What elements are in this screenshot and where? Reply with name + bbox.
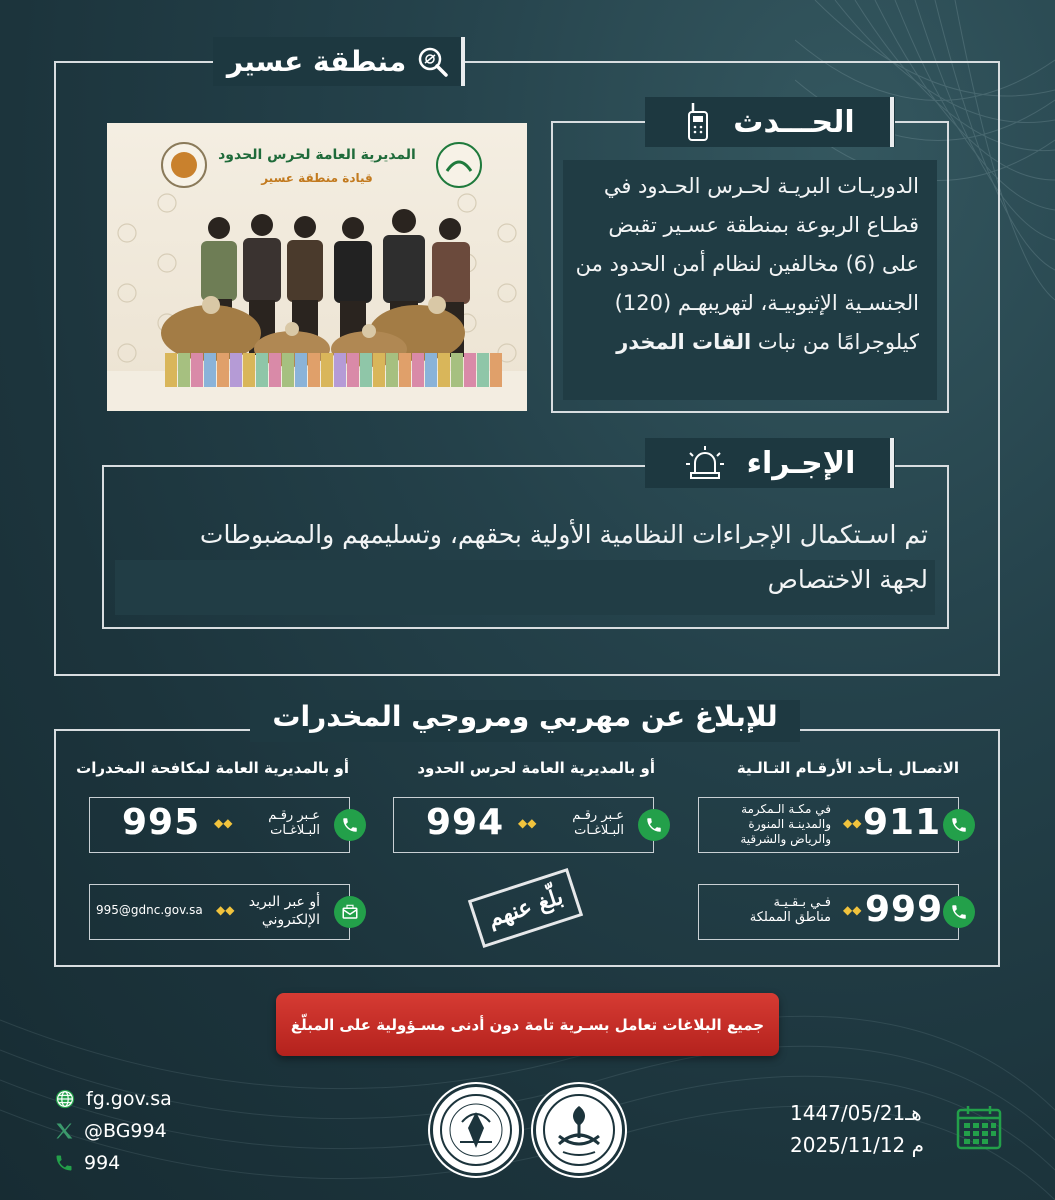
diamond-icon: ◆◆ (843, 903, 862, 917)
region-title: منطقة عسير (226, 45, 407, 78)
diamond-icon: ◆◆ (518, 816, 537, 830)
event-line: الدوريـات البريـة لحـرس الحـدود في (603, 174, 919, 198)
magnifier-icon (416, 45, 450, 79)
twitter-handle[interactable]: @BG994 (84, 1120, 167, 1142)
event-text (563, 167, 919, 362)
hotline-994-label-line: البـلاغـات (574, 823, 624, 838)
hotline-995-label (238, 808, 320, 838)
footer-twitter[interactable] (54, 1120, 167, 1142)
email-label (230, 893, 320, 929)
col-head-narcotics: أو بالمديرية العامة لمكافحة المخدرات (76, 759, 349, 777)
phone-icon (54, 1153, 74, 1173)
footer-website[interactable] (54, 1088, 172, 1110)
calendar-icon (955, 1103, 1003, 1155)
seizure-photo (107, 123, 527, 411)
event-line (563, 323, 919, 362)
footer-phone[interactable] (54, 1152, 120, 1174)
diamond-icon: ◆◆ (216, 903, 235, 917)
phone-icon (334, 809, 366, 841)
seizure-photo-illustration (107, 123, 527, 411)
event-title-tab (645, 97, 895, 147)
hotline-995-number[interactable]: 995 (122, 802, 201, 843)
confidentiality-notice (276, 993, 779, 1056)
hotline-995-label-line: البـلاغـات (270, 823, 320, 838)
action-line: لجهة الاختصاص (767, 565, 928, 594)
action-line: تم اسـتكمال الإجراءات النظامية الأولية بحقهم، وتسليمهم والمضبوطات (199, 520, 928, 549)
email-label-line: أو عبر البريد (248, 894, 320, 910)
hotline-994-box[interactable] (393, 797, 654, 853)
email-label-line: الإلكتروني (261, 912, 320, 928)
confidentiality-text: جميع البلاغات تعامل بسـرية تامة دون أدنى مسـؤولية على المبلّغ (290, 1015, 765, 1034)
diamond-icon: ◆◆ (843, 816, 862, 830)
event-title: الحـــدث (733, 104, 855, 140)
col-head-main-numbers: الاتصـال بـأحد الأرقـام التـالـية (736, 759, 959, 777)
event-line-part: كيلوجرامًا من نبات (751, 330, 919, 354)
hotline-994-label-line: عـبر رقـم (572, 808, 624, 823)
action-tab-bar (890, 438, 894, 488)
email-box[interactable] (89, 884, 350, 940)
website-link[interactable]: fg.gov.sa (86, 1088, 172, 1110)
border-guard-emblem (430, 1084, 522, 1176)
hotline-994-number[interactable]: 994 (426, 802, 505, 843)
hotline-911-box[interactable] (698, 797, 959, 853)
date-hijri: 1447/05/21هـ (790, 1101, 922, 1125)
hotline-911-label (705, 802, 831, 847)
hotline-999-label (709, 895, 831, 925)
action-title: الإجـراء (746, 445, 856, 481)
phone-icon (638, 809, 670, 841)
hotline-911-label-line: في مكـة الـمكرمة (741, 802, 831, 816)
hotline-995-box[interactable] (89, 797, 350, 853)
hotline-999-label-line: فـي بـقـيـة (773, 895, 831, 910)
hotline-911-label-line: والمدينـة المنورة (748, 817, 831, 831)
walkie-talkie-icon (685, 102, 711, 142)
hotline-994-label (542, 808, 624, 838)
mail-icon (334, 896, 366, 928)
event-line: على (6) مخالفين لنظام أمن الحدود من (575, 252, 919, 276)
hotline-999-box[interactable] (698, 884, 959, 940)
photo-banner-line1: المديرية العامة لحرس الحدود (218, 147, 416, 163)
event-line: الجنسـية الإثيوبيـة، لتهريبهـم (120) (614, 291, 919, 315)
action-title-tab (645, 438, 895, 488)
email-address[interactable]: 995@gdnc.gov.sa (96, 903, 203, 917)
phone-icon (943, 896, 975, 928)
photo-banner-line2: قيادة منطقة عسير (261, 171, 373, 185)
col-head-border-guard: أو بالمديرية العامة لحرس الحدود (417, 759, 655, 777)
action-text (120, 512, 928, 602)
hotline-995-label-line: عـبر رقـم (268, 808, 320, 823)
event-highlight: القات المخدر (616, 330, 752, 354)
x-logo-icon (54, 1121, 74, 1141)
diamond-icon: ◆◆ (214, 816, 233, 830)
siren-icon (685, 445, 725, 481)
hotline-999-number[interactable]: 999 (865, 889, 944, 930)
footer-phone-number[interactable]: 994 (84, 1152, 121, 1174)
event-tab-bar (890, 97, 894, 147)
region-title-tab (213, 37, 464, 86)
globe-icon (54, 1088, 76, 1110)
hotline-911-number[interactable]: 911 (863, 802, 942, 843)
date-gregorian: 2025/11/12 م (790, 1133, 925, 1157)
saudi-emblem (533, 1084, 625, 1176)
phone-icon (943, 809, 975, 841)
hotline-911-label-line: والرياض والشرقية (740, 832, 831, 846)
event-line: قطـاع الربوعة بمنطقة عسـير تقبض (608, 213, 919, 237)
hotline-999-label-line: مناطق المملكة (749, 910, 831, 925)
report-heading: للإبلاغ عن مهربي ومروجي المخدرات (250, 700, 800, 742)
stamp-text: بلّغ عنهم (484, 883, 567, 933)
region-tab-bar (461, 37, 465, 86)
